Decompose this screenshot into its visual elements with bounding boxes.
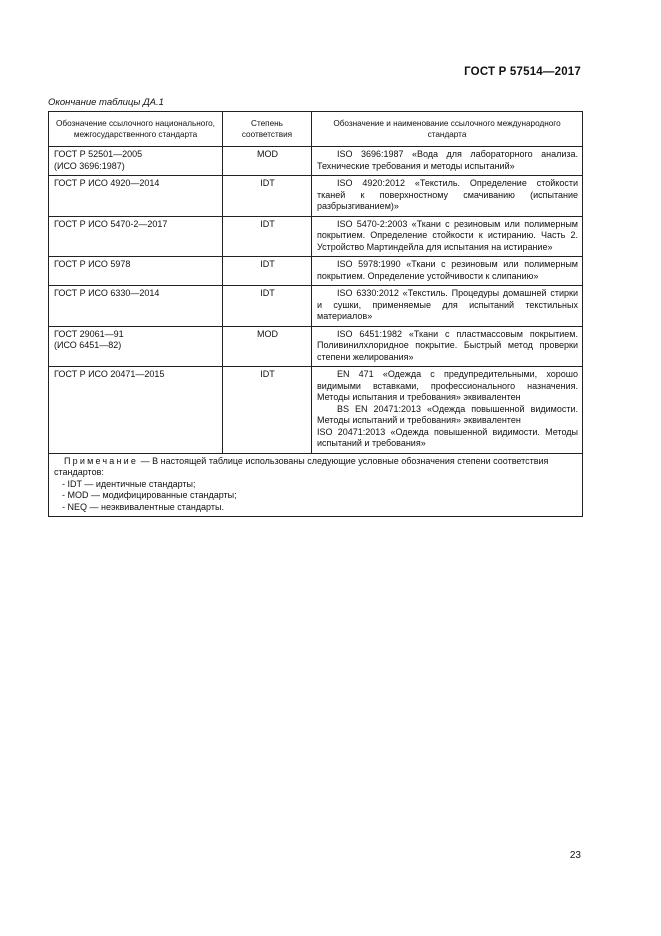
national-standard-cell — [49, 147, 223, 176]
international-standard-cell — [312, 257, 583, 286]
degree-cell: IDT — [223, 367, 312, 454]
table-row — [49, 147, 583, 176]
document-code: ГОСТ Р 57514—2017 — [464, 66, 581, 78]
international-standard-text: ISO 3696:1987 «Вода для лабораторного анализа. Технические требования и методы испытаний» — [317, 149, 578, 171]
table-note-row — [49, 453, 583, 517]
header-international-standard: Обозначение и наименование ссылочного международного стандарта — [312, 112, 583, 147]
national-standard-cell — [49, 176, 223, 217]
degree-cell: IDT — [223, 216, 312, 257]
table-caption: Окончание таблицы ДА.1 — [48, 97, 164, 108]
note-paragraph — [54, 456, 578, 479]
national-standard-line: (ИСО 6451—82) — [54, 340, 122, 350]
international-standard-text: ISO 5470-2:2003 «Ткани с резиновым или полимерным покрытием. Определение стойкости к истиранию. Часть 2. Устройство Мартиндейла для испытания на истирание» — [317, 218, 578, 252]
national-standard-line: ГОСТ Р ИСО 5470-2—2017 — [54, 218, 168, 229]
national-standard-cell — [49, 326, 223, 367]
national-standard-cell — [49, 216, 223, 257]
national-standard-cell — [49, 286, 223, 327]
note-item: - MOD — модифицированные стандарты; — [62, 490, 237, 500]
table-header-row — [49, 112, 583, 147]
national-standard-line: ГОСТ Р ИСО 5978 — [54, 259, 131, 269]
table-row — [49, 257, 583, 286]
table-row — [49, 216, 583, 257]
degree-cell: MOD — [223, 147, 312, 176]
international-standard-text: ISO 6451:1982 «Ткани с пластмассовым покрытием. Поливинилхлоридное покрытие. Быстрый метод проверки степени желирования» — [317, 328, 578, 362]
national-standard-cell — [49, 257, 223, 286]
international-standard-text: EN 471 «Одежда с предупредительными, хорошо видимыми вставками, профессионального назначения. Методы испытания и требования» эквивалентен — [317, 369, 578, 402]
national-standard-line: ГОСТ Р ИСО 4920—2014 — [54, 178, 160, 188]
national-standard-line: ГОСТ Р ИСО 20471—2015 — [54, 369, 165, 379]
international-standard-cell — [312, 176, 583, 217]
degree-cell: IDT — [223, 286, 312, 327]
table-row — [49, 367, 583, 454]
international-standard-text: ISO 4920:2012 «Текстиль. Определение стойкости тканей к поверхностному смачиванию (испытание разбрызгиванием)» — [317, 178, 578, 211]
international-standard-cell — [312, 286, 583, 327]
international-standard-cell — [312, 147, 583, 176]
note-text: — В настоящей таблице использованы следующие условные обозначения степени соответствия стандартов: — [54, 455, 549, 477]
international-standard-cell — [312, 367, 583, 454]
national-standard-line: (ИСО 3696:1987) — [54, 160, 125, 171]
table-row — [49, 286, 583, 327]
international-standard-text: BS EN 20471:2013 «Одежда повышенной видимости. Методы испытаний и требования» эквивалентен — [317, 403, 578, 425]
note-item: - IDT — идентичные стандарты; — [62, 478, 196, 489]
international-standard-cell — [312, 326, 583, 367]
table-row — [49, 326, 583, 367]
international-standard-text: ISO 6330:2012 «Текстиль. Процедуры домашней стирки и сушки, применяемые для испытаний текстильных материалов» — [317, 288, 578, 321]
table-row — [49, 176, 583, 217]
note-item: - NEQ — неэквивалентные стандарты. — [62, 501, 224, 512]
standards-table — [48, 111, 583, 517]
note-label: Примечание — [64, 455, 139, 466]
national-standard-line: ГОСТ Р 52501—2005 — [54, 149, 143, 159]
international-standard-text: ISO 5978:1990 «Ткани с резиновым или полимерным покрытием. Определение устойчивости к слипанию» — [317, 259, 578, 281]
degree-cell: MOD — [223, 326, 312, 367]
table-note — [49, 453, 583, 517]
international-standard-cell — [312, 216, 583, 257]
header-degree: Степень соответствия — [223, 112, 312, 147]
international-standard-text: ISO 20471:2013 «Одежда повышенной видимости. Методы испытаний и требования» — [317, 426, 578, 448]
degree-cell: IDT — [223, 257, 312, 286]
national-standard-line: ГОСТ 29061—91 — [54, 328, 124, 339]
degree-cell: IDT — [223, 176, 312, 217]
national-standard-line: ГОСТ Р ИСО 6330—2014 — [54, 288, 160, 298]
page-number: 23 — [569, 850, 581, 861]
header-national-standard: Обозначение ссылочного национального, межгосударственного стандарта — [49, 112, 223, 147]
national-standard-cell — [49, 367, 223, 454]
